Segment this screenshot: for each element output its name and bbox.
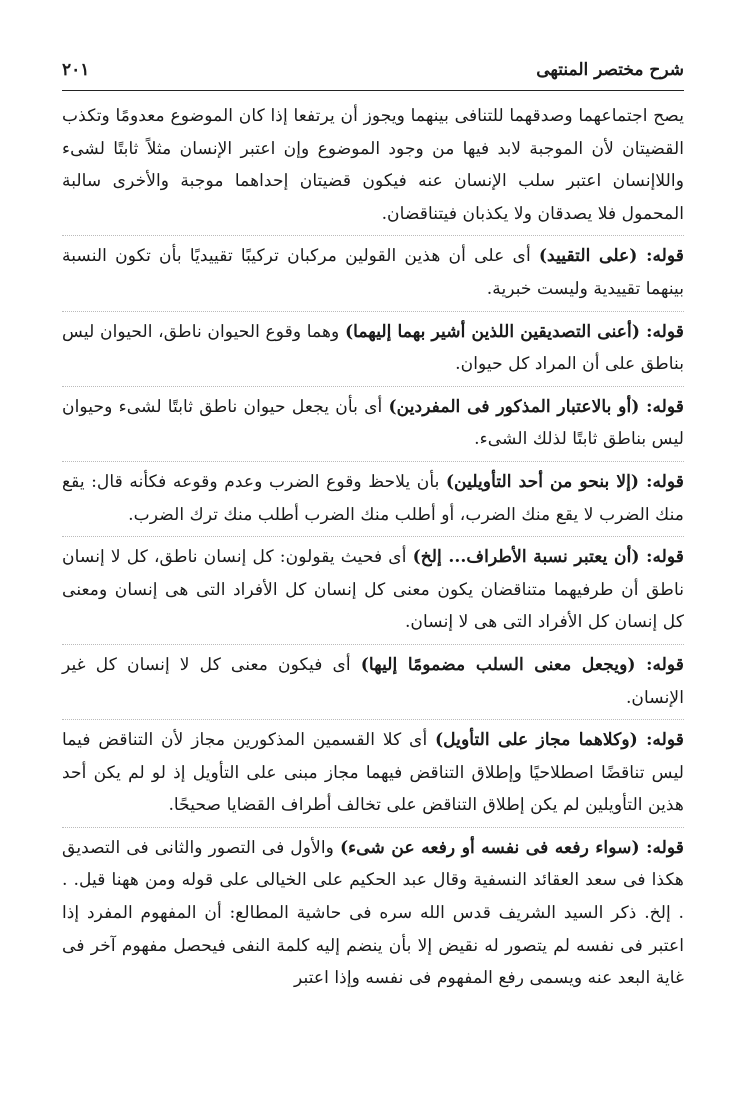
paragraph (62, 100, 684, 230)
separator (62, 536, 684, 537)
separator (62, 235, 684, 236)
header-rule (62, 90, 684, 91)
body-text (62, 100, 684, 995)
paragraph-lead: قوله: (إلا بنحو من أحد التأويلين) (445, 471, 684, 492)
paragraph (62, 466, 684, 531)
separator (62, 386, 684, 387)
paragraph (62, 649, 684, 714)
paragraph-lead: قوله: (أو بالاعتبار المذكور فى المفردين) (388, 396, 684, 417)
paragraph-text: أى فيكون معنى كل لا إنسان كل غير الإنسان. (62, 654, 684, 708)
paragraph (62, 316, 684, 381)
paragraph-lead: قوله: (وكلاهما مجاز على التأويل) (435, 730, 684, 751)
paragraph-text: أى على أن هذين القولين مركبان تركيبًا تقييديًا بأن تكون النسبة بينهما تقييدية وليست خبرية. (62, 246, 684, 299)
separator (62, 461, 684, 462)
paragraph-lead: قوله: (أعنى التصديقين اللذين أشير بهما إليهما) (344, 321, 684, 342)
page-number: ٢٠١ (62, 60, 90, 80)
paragraph-text: يصح اجتماعهما وصدقهما للتنافى بينهما ويجوز أن يرتفعا إذا كان الموضوع معدومًا وتكذب القضيتان لأن الموجبة لابد فيها من وجود الموضوع وإن اعتبر الإنسان مثلاً ثابتًا لشىء واللاإنسان اعتبر سلب الإنسان عنه فيكون قضيتان إحداهما موجبة والأخرى سالبة المحمول فلا يصدقان ولا يكذبان فيتناقضان. (62, 106, 684, 224)
paragraph-text: أى كلا القسمين المذكورين مجاز لأن التناقض فيما ليس تناقضًا اصطلاحيًا وإطلاق التناقض فيهما مجاز مبنى على التأويل إذ لو لم يكن أحد هذين التأويلين لم يكن إطلاق التناقض على تخالف أطراف القضايا صحيحًا. (62, 730, 684, 816)
paragraph-text: والأول فى التصور والثانى فى التصديق هكذا فى سعد العقائد النسفية وقال عبد الحكيم على الخيالى على قوله ومن ههنا قيل. . . إلخ. ذكر السيد الشريف قدس الله سره فى حاشية المطالع: أن المفهوم المفرد إذا اعتبر فى نفسه لم يتصور له نقيض إلا بأن ينضم إليه كلمة النفى فيحصل مفهوم آخر فى غاية البعد عنه ويسمى رفع المفهوم فى نفسه وإذا اعتبر (62, 837, 684, 989)
paragraph (62, 541, 684, 639)
paragraph-text: وهما وقوع الحيوان ناطق، الحيوان ليس بناطق على أن المراد كل حيوان. (62, 321, 684, 375)
separator (62, 644, 684, 645)
separator (62, 311, 684, 312)
paragraph-text: بأن يلاحظ وقوع الضرب وعدم وقوعه فكأنه قال: يقع منك الضرب لا يقع منك الضرب، أو أطلب منك الضرب أطلب منك ترك الضرب. (62, 471, 684, 525)
paragraph-text: أى فحيث يقولون: كل إنسان ناطق، كل لا إنسان ناطق أن طرفيهما متناقضان يكون معنى كل إنسان كل الأفراد التى هى إنسان ومعنى كل إنسان كل الأفراد التى هى لا إنسان. (62, 547, 684, 633)
paragraph (62, 391, 684, 456)
paragraph-lead: قوله: (ويجعل معنى السلب مضمومًا إليها) (360, 654, 685, 675)
separator (62, 719, 684, 720)
running-head: شرح مختصر المنتهى (536, 60, 684, 80)
paragraph (62, 724, 684, 822)
separator (62, 827, 684, 828)
paragraph (62, 832, 684, 995)
paragraph (62, 240, 684, 305)
paragraph-lead: قوله: (على التقييد) (538, 246, 684, 267)
page-header (62, 58, 684, 88)
paragraph-lead: قوله: (أن يعتبر نسبة الأطراف... إلخ) (412, 547, 684, 568)
paragraph-lead: قوله: (سواء رفعه فى نفسه أو رفعه عن شىء) (339, 837, 685, 858)
paragraph-text: أى بأن يجعل حيوان ناطق ثابتًا لشىء وحيوان ليس بناطق ثابتًا لذلك الشىء. (62, 396, 684, 450)
